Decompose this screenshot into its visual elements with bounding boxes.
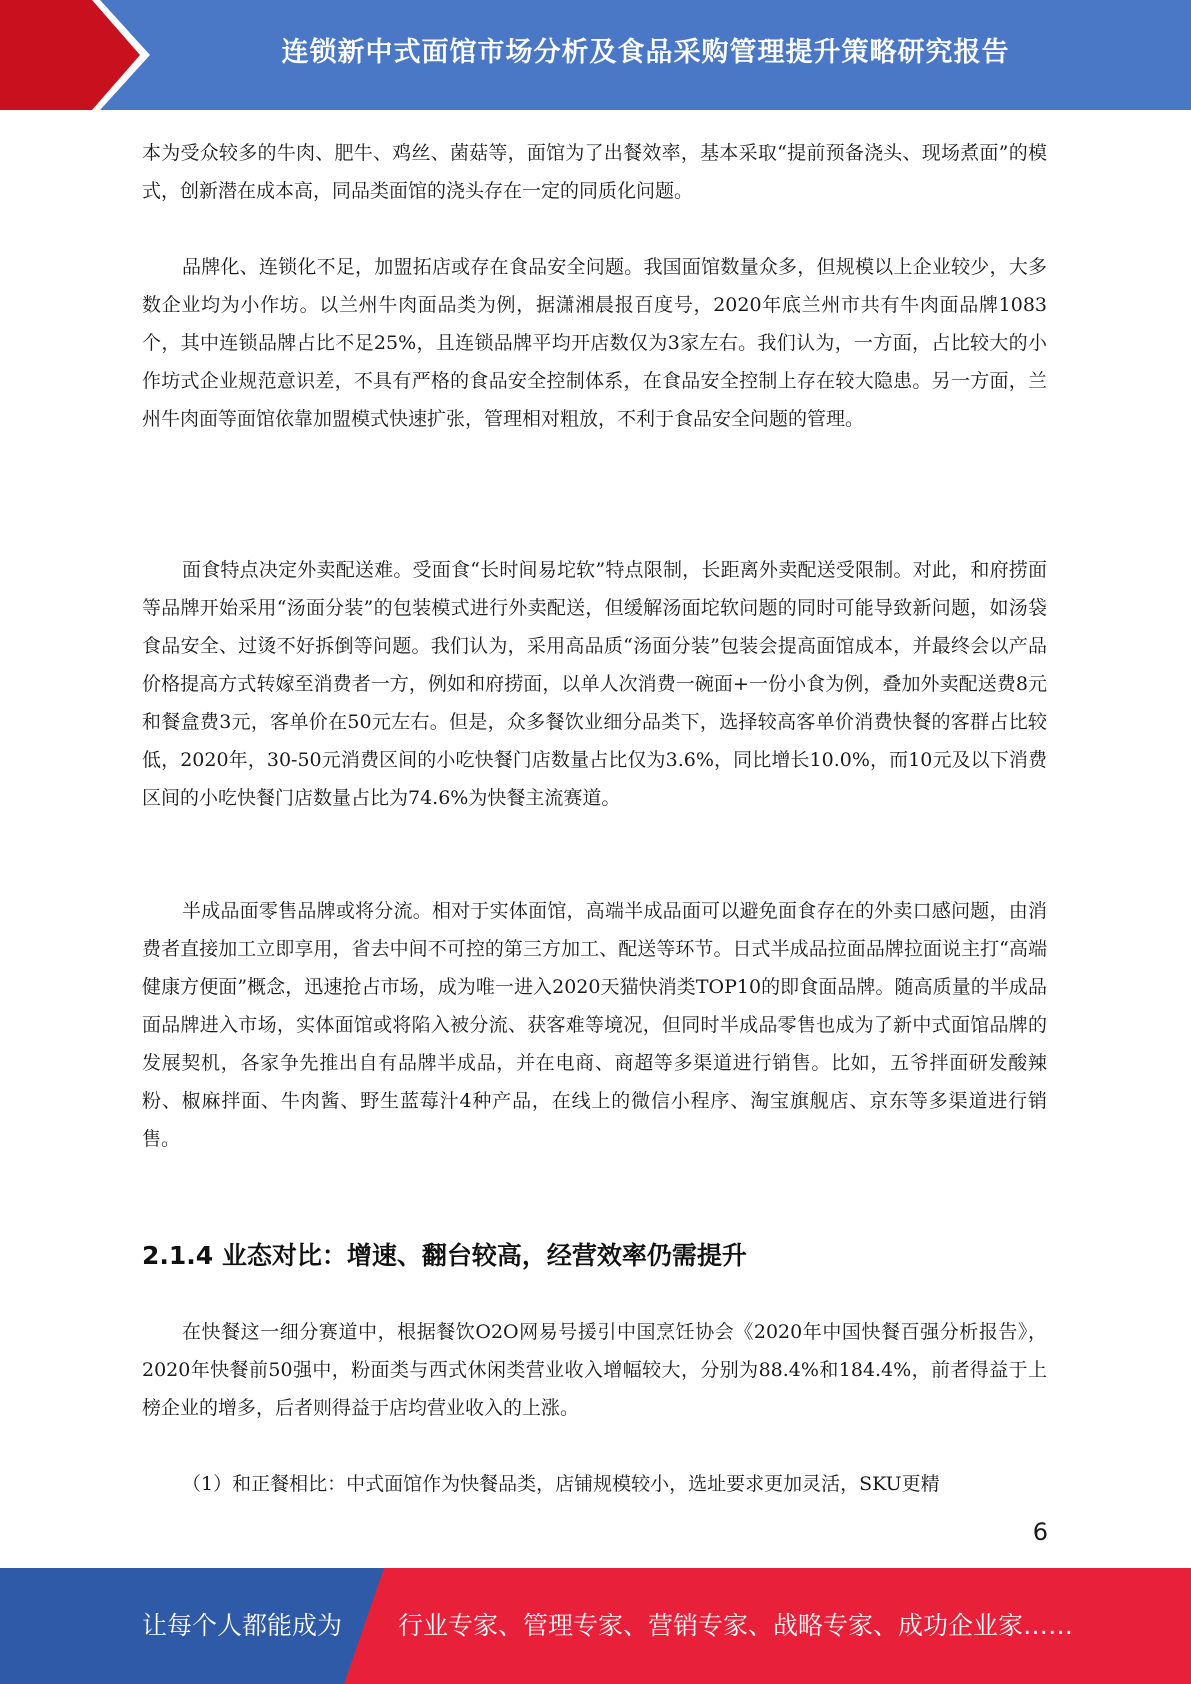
section-paragraph-2: （1）和正餐相比：中式面馆作为快餐品类，店铺规模较小，选址要求更加灵活，SKU更精 (182, 1473, 940, 1495)
section-heading: 2.1.4 业态对比：增速、翻台较高，经营效率仍需提升 (142, 1241, 747, 1270)
report-title: 连锁新中式面馆市场分析及食品采购管理提升策略研究报告 (281, 37, 1010, 68)
page-footer (0, 1568, 1191, 1684)
paragraph-4: 半成品面零售品牌或将分流。相对于实体面馆，高端半成品面可以避免面食存在的外卖口感问题，由消费者直接加工立即享用，省去中间不可控的第三方加工、配送等环节。日式半成品拉面品牌拉面说主打“高端健康方便面”概念，迅速抢占市场，成为唯一进入2020天猫快消类TOP10的即食面品牌。随高质量的半成品面品牌进入市场，实体面馆或将陷入被分流、获客难等境况，但同时半成品零售也成为了新中式面馆品牌的发展契机，各家争先推出自有品牌半成品，并在电商、商超等多渠道进行销售。比如，五爷拌面研发酸辣粉、椒麻拌面、牛肉酱、野生蓝莓汁4种产品，在线上的微信小程序、淘宝旗舰店、京东等多渠道进行销售。 (142, 900, 1047, 1150)
section-paragraph-1: 在快餐这一细分赛道中，根据餐饮O2O网易号援引中国烹饪协会《2020年中国快餐百强分析报告》，2020年快餐前50强中，粉面类与西式休闲类营业收入增幅较大，分别为88.4%和184.4%，前者得益于上榜企业的增多，后者则得益于店均营业收入的上涨。 (142, 1321, 1047, 1419)
footer-slogan-left: 让每个人都能成为 (142, 1611, 343, 1640)
paragraph-2: 品牌化、连锁化不足，加盟拓店或存在食品安全问题。我国面馆数量众多，但规模以上企业较少，大多数企业均为小作坊。以兰州牛肉面品类为例，据潇湘晨报百度号，2020年底兰州市共有牛肉面品牌1083个，其中连锁品牌占比不足25%，且连锁品牌平均开店数仅为3家左右。我们认为，一方面，占比较大的小作坊式企业规范意识差，不具有严格的食品安全控制体系，在食品安全控制上存在较大隐患。另一方面，兰州牛肉面等面馆依靠加盟模式快速扩张，管理相对粗放，不利于食品安全问题的管理。 (142, 256, 1047, 430)
page-header (0, 0, 1191, 110)
paragraph-1: 本为受众较多的牛肉、肥牛、鸡丝、菌菇等，面馆为了出餐效率，基本采取“提前预备浇头、现场煮面”的模式，创新潜在成本高，同品类面馆的浇头存在一定的同质化问题。 (142, 142, 1047, 202)
footer-slogan-right: 行业专家、管理专家、营销专家、战略专家、成功企业家…… (398, 1611, 1074, 1640)
paragraph-3: 面食特点决定外卖配送难。受面食“长时间易坨软”特点限制，长距离外卖配送受限制。对此，和府捞面等品牌开始采用“汤面分装”的包装模式进行外卖配送，但缓解汤面坨软问题的同时可能导致新问题，如汤袋食品安全、过烫不好拆倒等问题。我们认为，采用高品质“汤面分装”包装会提高面馆成本，并最终会以产品价格提高方式转嫁至消费者一方，例如和府捞面，以单人次消费一碗面+一份小食为例，叠加外卖配送费8元和餐盒费3元，客单价在50元左右。但是，众多餐饮业细分品类下，选择较高客单价消费快餐的客群占比较低，2020年，30-50元消费区间的小吃快餐门店数量占比仅为3.6%，同比增长10.0%，而10元及以下消费区间的小吃快餐门店数量占比为74.6%为快餐主流赛道。 (142, 559, 1047, 809)
page-number: 6 (1032, 1518, 1048, 1546)
